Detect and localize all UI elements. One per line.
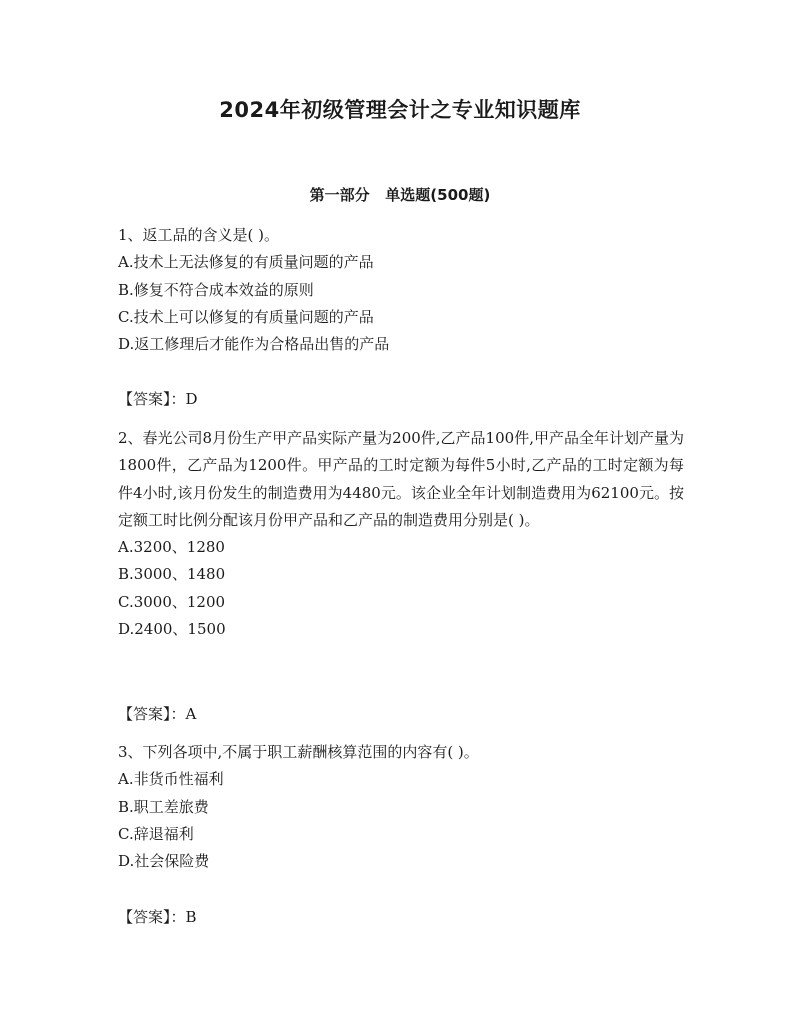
option-a: A.技术上无法修复的有质量问题的产品: [118, 253, 374, 272]
option-a: A.非货币性福利: [118, 770, 224, 789]
option-a: A.3200、1280: [118, 538, 225, 557]
section-title: 第一部分 单选题(500题): [309, 186, 491, 204]
question-2: [118, 425, 684, 643]
answer-2: 【答案】：A: [118, 705, 197, 723]
option-b: B.职工差旅费: [118, 797, 209, 816]
option-d: D.2400、1500: [118, 620, 226, 639]
question-3: [118, 739, 684, 875]
option-d: D.返工修理后才能作为合格品出售的产品: [118, 335, 390, 354]
answer-1: 【答案】：D: [118, 390, 198, 408]
option-c: C.3000、1200: [118, 592, 226, 611]
option-c: C.技术上可以修复的有质量问题的产品: [118, 307, 374, 326]
answer-3: 【答案】：B: [118, 908, 197, 926]
option-b: B.3000、1480: [118, 565, 226, 584]
option-b: B.修复不符合成本效益的原则: [118, 280, 314, 299]
question-stem: 2、春光公司8月份生产甲产品实际产量为200件,乙产品100件,甲产品全年计划产量为1800件，乙产品为1200件。甲产品的工时定额为每件5小时,乙产品的工时定额为每件4小时,该月份发生的制造费用为4480元。该企业全年计划制造费用为62100元。按定额工时比例分配该月份甲产品和乙产品的制造费用分别是( )。: [118, 429, 684, 529]
option-c: C.辞退福利: [118, 824, 194, 843]
question-stem: 3、下列各项中,不属于职工薪酬核算范围的内容有( )。: [118, 743, 479, 761]
question-1: [118, 222, 684, 358]
option-d: D.社会保险费: [118, 852, 210, 871]
question-stem: 1、返工品的含义是( )。: [118, 226, 280, 244]
document-title: 2024年初级管理会计之专业知识题库: [219, 98, 581, 122]
